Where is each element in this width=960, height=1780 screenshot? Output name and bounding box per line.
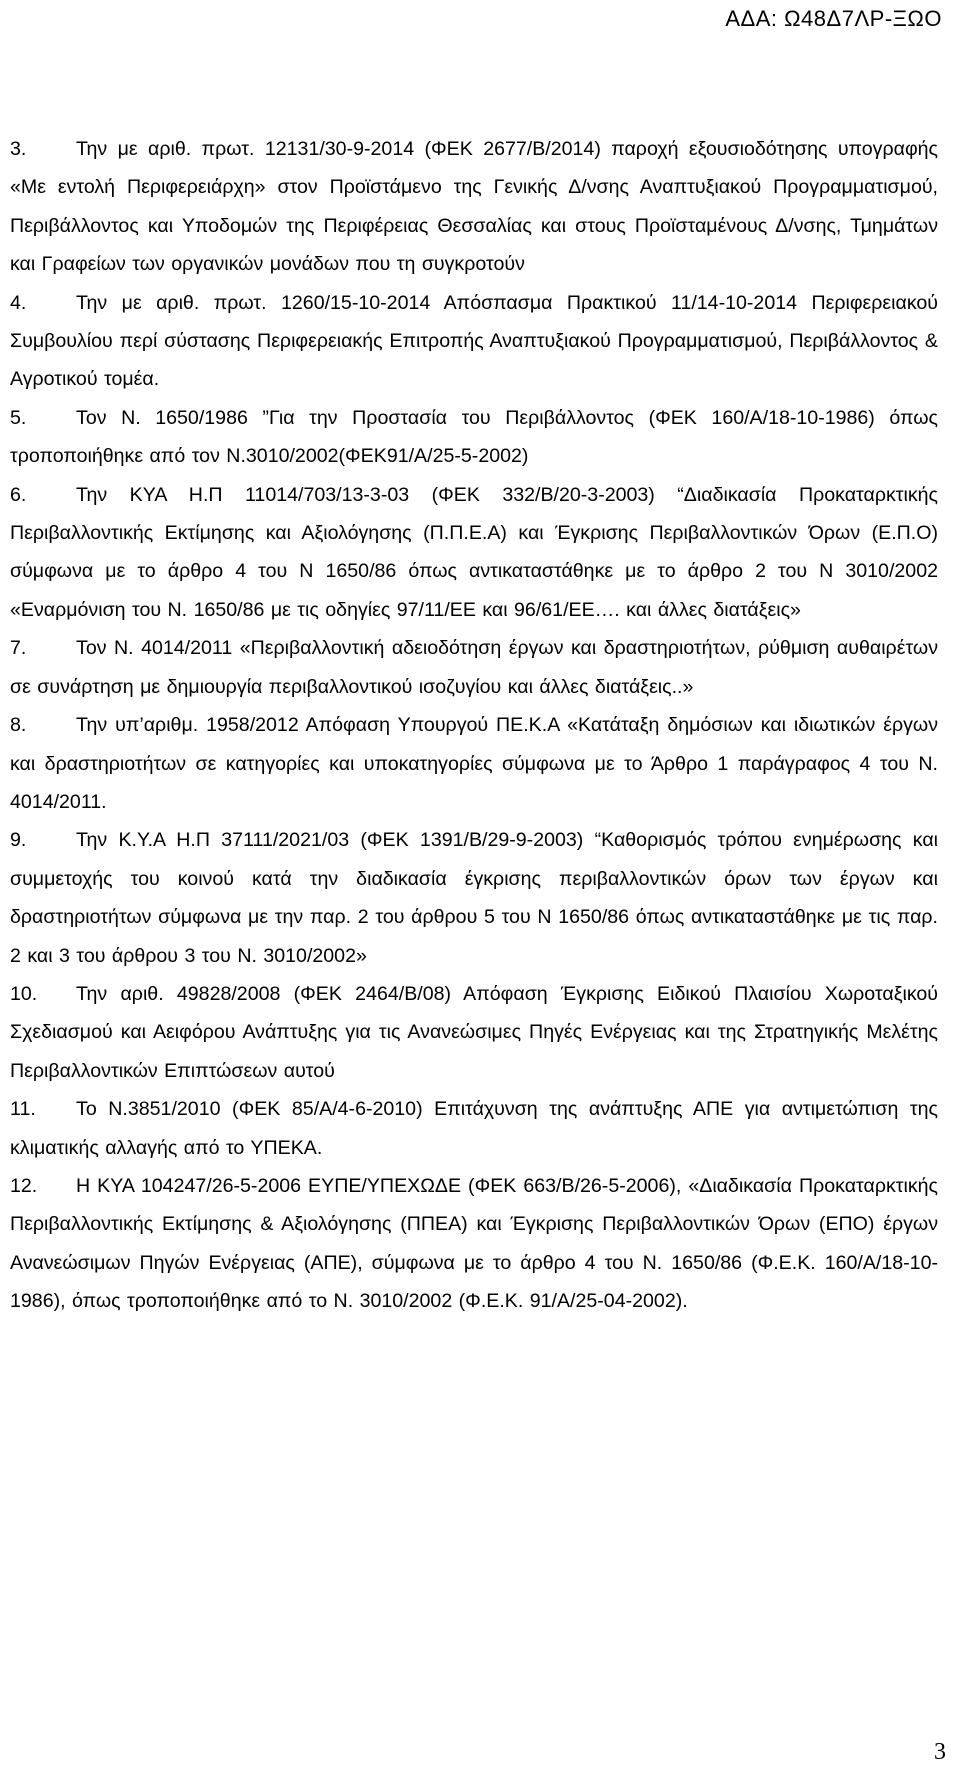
list-item-7 xyxy=(10,629,938,706)
list-item-4 xyxy=(10,284,938,399)
item-text: Την ΚΥΑ Η.Π 11014/703/13-3-03 (ΦΕΚ 332/Β/20-3-2003) “Διαδικασία Προκαταρκτικής Περιβαλλοντικής Εκτίμησης και Αξιολόγησης (Π.Π.Ε.Α) και Έγκρισης Περιβαλλοντικών Όρων (Ε.Π.Ο) σύμφωνα με το άρθρο 4 του Ν 1650/86 όπως αντικαταστάθηκε με το άρθρο 2 του Ν 3010/2002 «Εναρμόνιση του Ν. 1650/86 με τις οδηγίες 97/11/ΕΕ και 96/61/ΕΕ…. και άλλες διατάξεις» xyxy=(10,483,938,621)
list-item-9 xyxy=(10,821,938,975)
item-number: 4. xyxy=(10,291,27,314)
list-item-10 xyxy=(10,975,938,1090)
item-text: Την Κ.Υ.Α Η.Π 37111/2021/03 (ΦΕΚ 1391/Β/29-9-2003) “Καθορισμός τρόπου ενημέρωσης και συμμετοχής του κοινού κατά την διαδικασία έγκρισης περιβαλλοντικών όρων των έργων και δραστηριοτήτων σύμφωνα με την παρ. 2 του άρθρου 5 του Ν 1650/86 όπως αντικαταστάθηκε με τις παρ. 2 και 3 του άρθρου 3 του Ν. 3010/2002» xyxy=(10,829,938,967)
item-text: Τον Ν. 4014/2011 «Περιβαλλοντική αδειοδότηση έργων και δραστηριοτήτων, ρύθμιση αυθαιρέτων σε συνάρτηση με δημιουργία περιβαλλοντικού ισοζυγίου και άλλες διατάξεις..» xyxy=(10,637,938,698)
item-number: 11. xyxy=(10,1098,36,1121)
list-item-11 xyxy=(10,1090,938,1167)
list-item-6 xyxy=(10,476,938,630)
item-number: 3. xyxy=(10,138,27,160)
item-number: 12. xyxy=(10,1174,38,1197)
item-text: Την αριθ. 49828/2008 (ΦΕΚ 2464/Β/08) Απόφαση Έγκρισης Ειδικού Πλαισίου Χωροταξικού Σχεδιασμού και Αειφόρου Ανάπτυξης για τις Ανανεώσιμες Πηγές Ενέργειας και της Στρατηγικής Μελέτης Περιβαλλοντικών Επιπτώσεων αυτού xyxy=(10,982,938,1082)
item-text: Τον Ν. 1650/1986 ”Για την Προστασία του Περιβάλλοντος (ΦΕΚ 160/Α/18-10-1986) όπως τροποποιήθηκε από τον Ν.3010/2002(ΦΕΚ91/Α/25-5-2002) xyxy=(10,406,938,468)
ada-code: ΑΔΑ: Ω48Δ7ΛΡ-ΞΩΟ xyxy=(725,6,942,31)
list-item-8 xyxy=(10,706,938,821)
list-item-3 xyxy=(10,130,938,284)
item-number: 10. xyxy=(10,982,38,1005)
item-text: Το Ν.3851/2010 (ΦΕΚ 85/Α/4-6-2010) Επιτάχυνση της ανάπτυξης ΑΠΕ για αντιμετώπιση της κλιματικής αλλαγής από το ΥΠΕΚΑ. xyxy=(10,1098,938,1159)
item-text: Την υπ’αριθμ. 1958/2012 Απόφαση Υπουργού ΠΕ.Κ.Α «Κατάταξη δημόσιων και ιδιωτικών έργων και δραστηριοτήτων σε κατηγορίες και υποκατηγορίες σύμφωνα με το Άρθρο 1 παράγραφος 4 του Ν. 4014/2011. xyxy=(10,714,938,813)
page-number: 3 xyxy=(934,1739,946,1765)
document-body xyxy=(10,130,938,1321)
item-text: Την με αριθ. πρωτ. 1260/15-10-2014 Απόσπασμα Πρακτικού 11/14-10-2014 Περιφερειακού Συμβουλίου περί σύστασης Περιφερειακής Επιτροπής Αναπτυξιακού Προγραμματισμού, Περιβάλλοντος & Αγροτικού τομέα. xyxy=(10,291,938,391)
item-number: 5. xyxy=(10,406,27,429)
item-text: Η ΚΥΑ 104247/26-5-2006 ΕΥΠΕ/ΥΠΕΧΩΔΕ (ΦΕΚ 663/Β/26-5-2006), «Διαδικασία Προκαταρκτικής Περιβαλλοντικής Εκτίμησης & Αξιολόγησης (ΠΠΕΑ) και Έγκρισης Περιβαλλοντικών Όρων (ΕΠΟ) έργων Ανανεώσιμων Πηγών Ενέργειας (ΑΠΕ), σύμφωνα με το άρθρο 4 του Ν. 1650/86 (Φ.Ε.Κ. 160/Α/18-10-1986), όπως τροποποιήθηκε από το Ν. 3010/2002 (Φ.Ε.Κ. 91/Α/25-04-2002). xyxy=(10,1174,938,1313)
item-number: 6. xyxy=(10,483,27,506)
item-number: 8. xyxy=(10,714,27,737)
list-item-5 xyxy=(10,399,938,476)
list-item-12 xyxy=(10,1167,938,1321)
item-number: 9. xyxy=(10,829,27,852)
item-number: 7. xyxy=(10,637,27,660)
item-text: Την με αριθ. πρωτ. 12131/30-9-2014 (ΦΕΚ 2677/Β/2014) παροχή εξουσιοδότησης υπογραφής «Με εντολή Περιφερειάρχη» στον Προϊστάμενο της Γενικής Δ/νσης Αναπτυξιακού Προγραμματισμού, Περιβάλλοντος και Υποδομών της Περιφέρειας Θεσσαλίας και στους Προϊσταμένους Δ/νσης, Τμημάτων και Γραφείων των οργανικών μονάδων που τη συγκροτούν xyxy=(10,138,938,276)
